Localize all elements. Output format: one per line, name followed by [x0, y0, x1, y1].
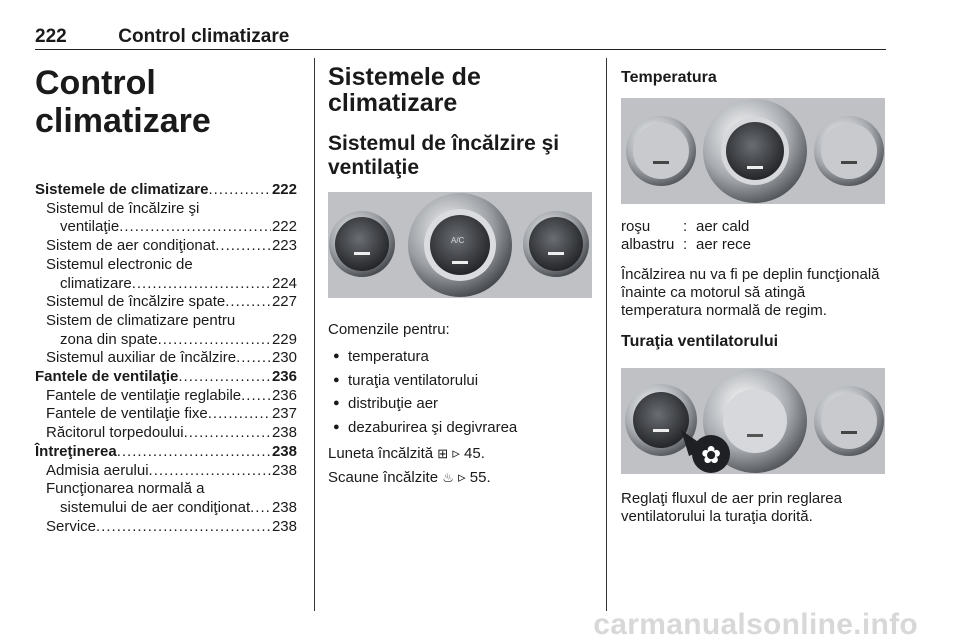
fan-knob-photo [621, 368, 885, 474]
controls-list [328, 345, 593, 439]
heated-seats-ref [328, 469, 593, 487]
toc-leader-dots [119, 218, 271, 237]
toc-entry-page: 238 [271, 517, 297, 535]
toc-entry[interactable] [35, 462, 297, 481]
toc-entry[interactable] [35, 218, 297, 237]
controls-list-item: ● dezaburirea şi degivrarea [328, 416, 593, 440]
toc-entry[interactable] [35, 480, 297, 499]
toc-leader-dots [149, 462, 271, 481]
toc-entry-title: Răcitorul torpedoului [46, 424, 184, 442]
toc-entry-title: Fantele de ventilaţie [35, 368, 179, 386]
toc-entry[interactable] [35, 518, 297, 537]
toc-entry-title: Sistemul de încălzire spate [46, 293, 226, 311]
heated-seat-icon: ♨ [442, 470, 454, 485]
toc-leader-dots [132, 275, 271, 294]
rear-window-label: Luneta încălzită [328, 445, 434, 462]
temperature-legend [621, 218, 886, 254]
toc-entry[interactable] [35, 424, 297, 443]
toc-entry-page: 238 [271, 442, 297, 460]
toc-leader-dots [96, 518, 271, 537]
toc-entry-title: climatizare [60, 274, 132, 292]
toc-entry-title: Sistem de climatizare pentru [46, 311, 236, 329]
fan-note: Reglaţi fluxul de aer prin reglarea ventilatorului la turaţia dorită. [621, 490, 842, 525]
toc-entry-page: 224 [271, 274, 297, 292]
toc-entry-title: Sistem de aer condiţionat [46, 237, 216, 255]
section-heading: Sistemele de climatizare [328, 63, 481, 117]
control-panel-illustration [328, 192, 592, 298]
toc-entry-title: Service [46, 517, 97, 535]
ac-label: A/C [451, 236, 465, 245]
toc-leader-dots [215, 237, 271, 256]
toc-entry-page: 238 [271, 498, 297, 516]
toc-entry-title: Sistemele de climatizare [35, 181, 209, 198]
toc-entry[interactable] [35, 443, 297, 462]
legend-desc: aer cald [696, 218, 750, 235]
toc-entry-page: 237 [271, 405, 297, 423]
toc-entry[interactable] [35, 349, 297, 368]
column-divider-2 [606, 58, 607, 611]
heated-seats-page-ref[interactable]: 55. [469, 469, 491, 486]
toc-entry[interactable] [35, 237, 297, 256]
toc-leader-dots [158, 331, 271, 350]
heated-seats-label: Scaune încălzite [328, 469, 439, 486]
toc-leader-dots [117, 443, 271, 462]
toc-entry-page: 229 [271, 330, 297, 348]
toc-entry[interactable] [35, 256, 297, 275]
temperature-note: Încălzirea nu va fi pe deplin funcţională înainte ca motorul să atingă temperatura normală de regim. [621, 266, 880, 319]
toc-entry[interactable] [35, 387, 297, 406]
toc-entry-page: 238 [271, 461, 297, 479]
toc-entry[interactable] [35, 312, 297, 331]
toc-entry-title: Întreţinerea [35, 442, 117, 460]
subsection-heading: Sistemul de încălzire şi ventilaţie [328, 132, 560, 179]
toc-entry-title: sistemului de aer condiţionat [60, 498, 251, 516]
toc-leader-dots [250, 499, 271, 518]
toc-entry[interactable] [35, 331, 297, 350]
toc-leader-dots [208, 405, 271, 424]
toc-entry-title: Sistemul auxiliar de încălzire [46, 349, 237, 367]
toc-leader-dots [178, 368, 271, 387]
controls-list-item: ● turaţia ventilatorului [328, 369, 593, 393]
legend-term: albastru [621, 236, 675, 253]
toc-entry-page: 223 [271, 237, 297, 255]
toc-leader-dots [225, 293, 271, 312]
toc-entry-title: Fantele de ventilaţie fixe [46, 405, 208, 423]
legend-sep: : [683, 218, 688, 235]
header-rule [35, 49, 886, 50]
toc-entry[interactable] [35, 275, 297, 294]
page-ref-arrow-icon: ▹ [458, 469, 466, 486]
toc-entry-title: Funcţionarea normală a [46, 480, 205, 498]
legend-term: roşu [621, 218, 651, 235]
toc-column [35, 58, 305, 536]
toc-leader-dots [208, 181, 271, 200]
controls-list-item: ● distribuţie aer [328, 392, 593, 416]
toc-entry[interactable] [35, 499, 297, 518]
toc-entry-page: 222 [271, 218, 297, 236]
toc-entry[interactable] [35, 293, 297, 312]
rear-window-page-ref[interactable]: 45. [464, 445, 485, 462]
temperature-column [621, 58, 886, 526]
toc-entry[interactable] [35, 181, 297, 200]
page-ref-arrow-icon: ▹ [452, 445, 460, 462]
toc-entry-page: 230 [271, 349, 297, 367]
chapter-title: Control climatizare [35, 64, 211, 140]
toc-entry-title: Sistemul electronic de [46, 255, 193, 273]
toc-entry-page: 236 [271, 368, 297, 386]
climate-systems-column [328, 58, 593, 487]
controls-intro: Comenzile pentru: [328, 321, 450, 338]
rear-window-ref [328, 445, 593, 463]
fan-speed-heading: Turaţia ventilatorului [621, 333, 779, 350]
temperature-heading: Temperatura [621, 69, 717, 86]
toc-leader-dots [236, 349, 271, 368]
temperature-knob-photo [621, 98, 885, 204]
toc-entry-title: zona din spate [60, 330, 158, 348]
control-panel-photo [328, 192, 592, 298]
table-of-contents [35, 181, 305, 536]
legend-desc: aer rece [696, 236, 752, 253]
toc-entry-title: Admisia aerului [46, 461, 149, 479]
toc-entry-title: Sistemul de încălzire şi [46, 199, 200, 217]
page-header [35, 26, 289, 48]
toc-entry-title: ventilaţie [60, 218, 120, 236]
controls-list-item: ● temperatura [328, 345, 593, 369]
rear-window-heat-icon: ⊞ [437, 446, 449, 461]
watermark: carmanualsonline.info [593, 608, 918, 641]
toc-entry-page: 222 [271, 181, 297, 198]
page-number: 222 [35, 26, 67, 47]
toc-entry-page: 236 [271, 386, 297, 404]
temperature-knob-illustration [621, 98, 885, 204]
svg-text:✿: ✿ [700, 441, 722, 469]
toc-entry-page: 227 [271, 293, 297, 311]
toc-leader-dots [184, 424, 271, 443]
toc-leader-dots [241, 387, 271, 406]
toc-entry[interactable] [35, 405, 297, 424]
legend-sep: : [683, 236, 688, 253]
running-title: Control climatizare [118, 26, 290, 47]
toc-entry-page: 238 [271, 424, 297, 442]
toc-entry[interactable] [35, 200, 297, 219]
fan-knob-illustration [621, 368, 885, 474]
toc-entry-title: Fantele de ventilaţie reglabile [46, 386, 242, 404]
column-divider-1 [314, 58, 315, 611]
toc-entry[interactable] [35, 368, 297, 387]
